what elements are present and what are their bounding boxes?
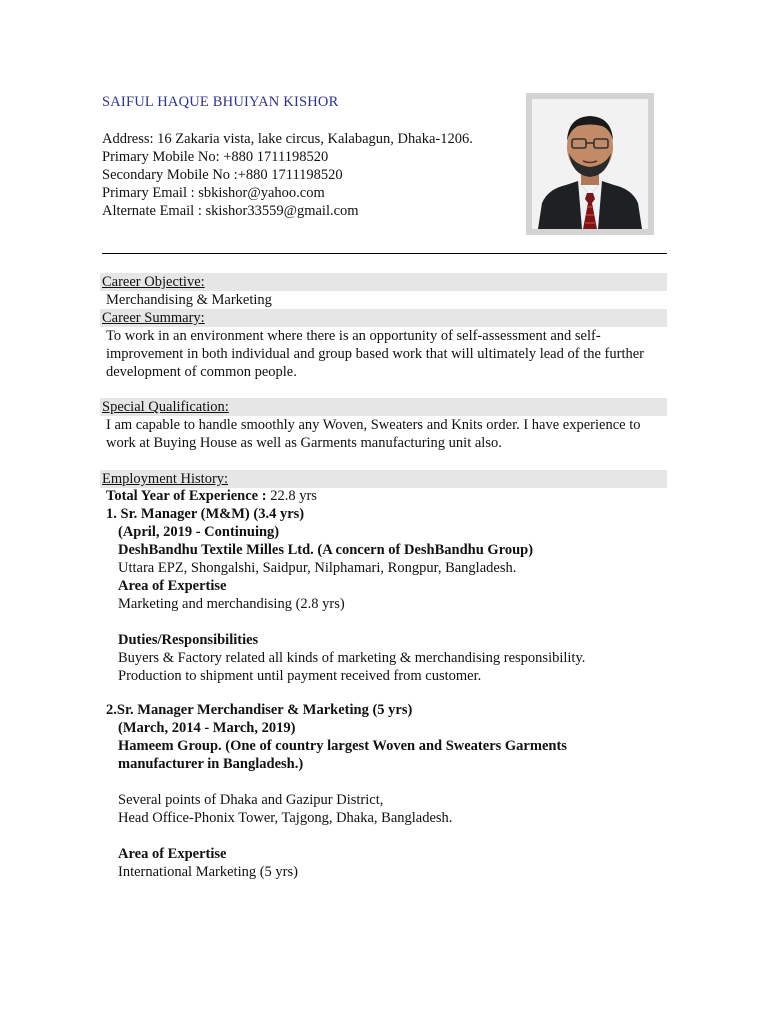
- job2-location: Head Office-Phonix Tower, Tajgong, Dhaka, Bangladesh.: [118, 810, 453, 826]
- profile-photo-frame: [526, 93, 654, 235]
- career-objective-text: [106, 291, 668, 309]
- job1-expertise: Marketing and merchandising (2.8 yrs): [118, 596, 345, 612]
- job2-title: 2.Sr. Manager Merchandiser & Marketing (5 yrs): [106, 702, 413, 718]
- special-qualification-heading-bar: [100, 398, 667, 416]
- candidate-name: SAIFUL HAQUE BHUIYAN KISHOR: [102, 94, 339, 110]
- career-summary-heading-bar: [100, 309, 667, 327]
- job1-duty: Buyers & Factory related all kinds of marketing & merchandising responsibility.: [118, 650, 586, 666]
- career-summary-heading: Career Summary:: [102, 310, 205, 326]
- special-qualification-line: work at Buying House as well as Garments manufacturing unit also.: [106, 435, 502, 451]
- job1-details: [118, 523, 585, 685]
- total-experience-label: Total Year of Experience :: [106, 488, 267, 504]
- special-qualification-line: I am capable to handle smoothly any Woven, Sweaters and Knits order. I have experience to: [106, 417, 641, 433]
- address: Address: 16 Zakaria vista, lake circus, Kalabagun, Dhaka-1206.: [102, 131, 473, 147]
- job2-company: Hameem Group. (One of country largest Woven and Sweaters Garments: [118, 738, 567, 754]
- alternate-email: Alternate Email : skishor33559@gmail.com: [102, 203, 359, 219]
- job1-period: (April, 2019 - Continuing): [118, 524, 280, 540]
- primary-email: Primary Email : sbkishor@yahoo.com: [102, 185, 325, 201]
- job1-expertise-heading: Area of Expertise: [118, 578, 227, 594]
- employment-history-heading-bar: [100, 470, 667, 488]
- career-objective-heading: Career Objective:: [102, 274, 205, 290]
- job1-duties-heading: Duties/Responsibilities: [118, 632, 259, 648]
- employment-history-heading: Employment History:: [102, 471, 229, 487]
- job2-company: manufacturer in Bangladesh.): [118, 756, 304, 772]
- primary-mobile: Primary Mobile No: +880 1711198520: [102, 149, 329, 165]
- job1-title: 1. Sr. Manager (M&M) (3.4 yrs): [106, 506, 305, 522]
- job2-period: (March, 2014 - March, 2019): [118, 720, 296, 736]
- header-divider: [102, 253, 667, 254]
- job1-company: DeshBandhu Textile Milles Ltd. (A concern of DeshBandhu Group): [118, 542, 534, 558]
- total-experience-value: 22.8 yrs: [266, 488, 317, 504]
- special-qualification-text: [106, 416, 668, 452]
- career-summary-line: To work in an environment where there is an opportunity of self-assessment and self-: [106, 328, 601, 344]
- career-summary-line: improvement in both individual and group based work that will ultimately lead of the further: [106, 346, 644, 362]
- career-objective-line: Merchandising & Marketing: [106, 292, 272, 308]
- contact-block: [102, 130, 473, 220]
- special-qualification-heading: Special Qualification:: [102, 399, 229, 415]
- job1-duty: Production to shipment until payment received from customer.: [118, 668, 482, 684]
- total-experience: [106, 487, 668, 523]
- job2-expertise-heading: Area of Expertise: [118, 846, 227, 862]
- job2-title-block: [106, 701, 668, 719]
- job1-location: Uttara EPZ, Shongalshi, Saidpur, Nilphamari, Rongpur, Bangladesh.: [118, 560, 517, 576]
- career-summary-text: [106, 327, 668, 381]
- job2-expertise: International Marketing (5 yrs): [118, 864, 298, 880]
- job2-location: Several points of Dhaka and Gazipur District,: [118, 792, 384, 808]
- job2-details: [118, 719, 567, 881]
- profile-photo: [532, 99, 648, 229]
- career-objective-heading-bar: [100, 273, 667, 291]
- career-summary-line: development of common people.: [106, 364, 297, 380]
- secondary-mobile: Secondary Mobile No :+880 1711198520: [102, 167, 343, 183]
